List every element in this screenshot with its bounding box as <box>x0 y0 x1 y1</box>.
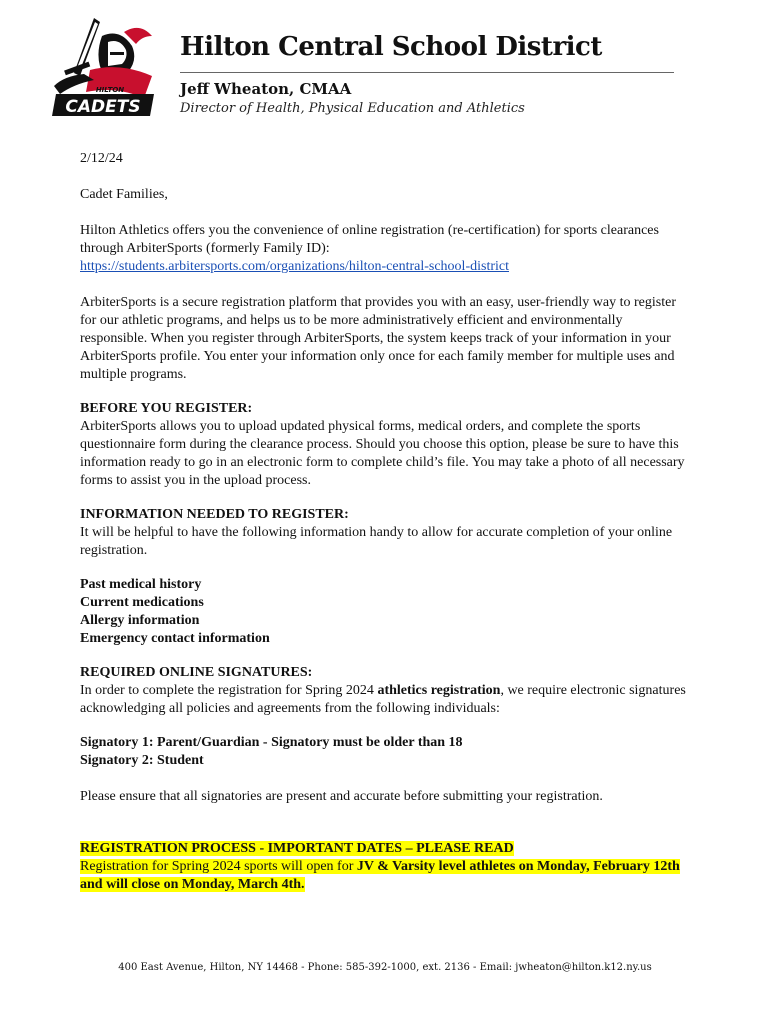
logo-hilton-text: HILTON <box>95 86 125 94</box>
signatory-1: Signatory 1: Parent/Guardian - Signatory must be older than 18 <box>80 735 463 750</box>
info-heading: INFORMATION NEEDED TO REGISTER: <box>80 507 349 522</box>
sig-text-bold: athletics registration <box>377 683 501 698</box>
header-divider <box>180 72 674 73</box>
info-item: Current medications <box>80 595 204 610</box>
process-paragraph <box>80 858 692 894</box>
info-item: Allergy information <box>80 613 200 628</box>
letter-body <box>80 150 692 894</box>
director-name: Jeff Wheaton, CMAA <box>180 80 352 98</box>
process-text-bold: JV & Varsity level athletes on Monday, February 12th and will close on Monday, March 4th. <box>80 859 680 892</box>
sig-text-a: In order to complete the registration for Spring 2024 <box>80 683 378 698</box>
signatures-paragraph <box>80 682 692 718</box>
about-paragraph: ArbiterSports is a secure registration platform that provides you with an easy, user-friendly way to register for our athletic programs, and helps us to be more administratively efficient and environmentally responsible. When you register through ArbiterSports, the system keeps track of your information in your ArbiterSports profile. You enter your information only once for each family member for multiple uses and multiple programs. <box>80 295 676 382</box>
signatures-heading: REQUIRED ONLINE SIGNATURES: <box>80 665 313 680</box>
info-paragraph: It will be helpful to have the following information handy to allow for accurate completion of your online registration. <box>80 525 673 558</box>
hilton-cadets-logo <box>50 16 160 120</box>
process-text-a: Registration for Spring 2024 sports will open for <box>80 859 357 874</box>
signatory-2: Signatory 2: Student <box>80 753 204 768</box>
intro-text: Hilton Athletics offers you the convenience of online registration (re-certification) for sports clearances through ArbiterSports (formerly Family ID): <box>80 223 659 256</box>
logo-cadets-text: CADETS <box>65 97 141 117</box>
footer-contact: 400 East Avenue, Hilton, NY 14468 - Phone: 585-392-1000, ext. 2136 - Email: jwheaton@hilton.k12.ny.us <box>118 962 652 973</box>
before-heading: BEFORE YOU REGISTER: <box>80 401 253 416</box>
director-title: Director of Health, Physical Education and Athletics <box>180 101 525 116</box>
info-item: Past medical history <box>80 577 202 592</box>
letter-greeting: Cadet Families, <box>80 187 168 202</box>
district-name: Hilton Central School District <box>180 32 602 62</box>
ensure-paragraph: Please ensure that all signatories are present and accurate before submitting your registration. <box>80 789 603 804</box>
intro-paragraph <box>80 222 692 276</box>
process-heading <box>80 840 692 858</box>
letter-date: 2/12/24 <box>80 151 123 166</box>
sig-text-b: , we require electronic signatures acknowledging all policies and agreements from the following individuals: <box>80 683 686 716</box>
before-paragraph: ArbiterSports allows you to upload updated physical forms, medical orders, and complete the sports questionnaire form during the clearance process. Should you choose this option, please be sure to have this information ready to go in an electronic form to complete child’s file. You may take a photo of all necessary forms to assist you in the upload process. <box>80 419 685 488</box>
process-heading-text: REGISTRATION PROCESS - IMPORTANT DATES – PLEASE READ <box>80 841 514 856</box>
info-item: Emergency contact information <box>80 631 270 646</box>
arbitersports-link[interactable]: https://students.arbitersports.com/organizations/hilton-central-school-district <box>80 259 509 274</box>
